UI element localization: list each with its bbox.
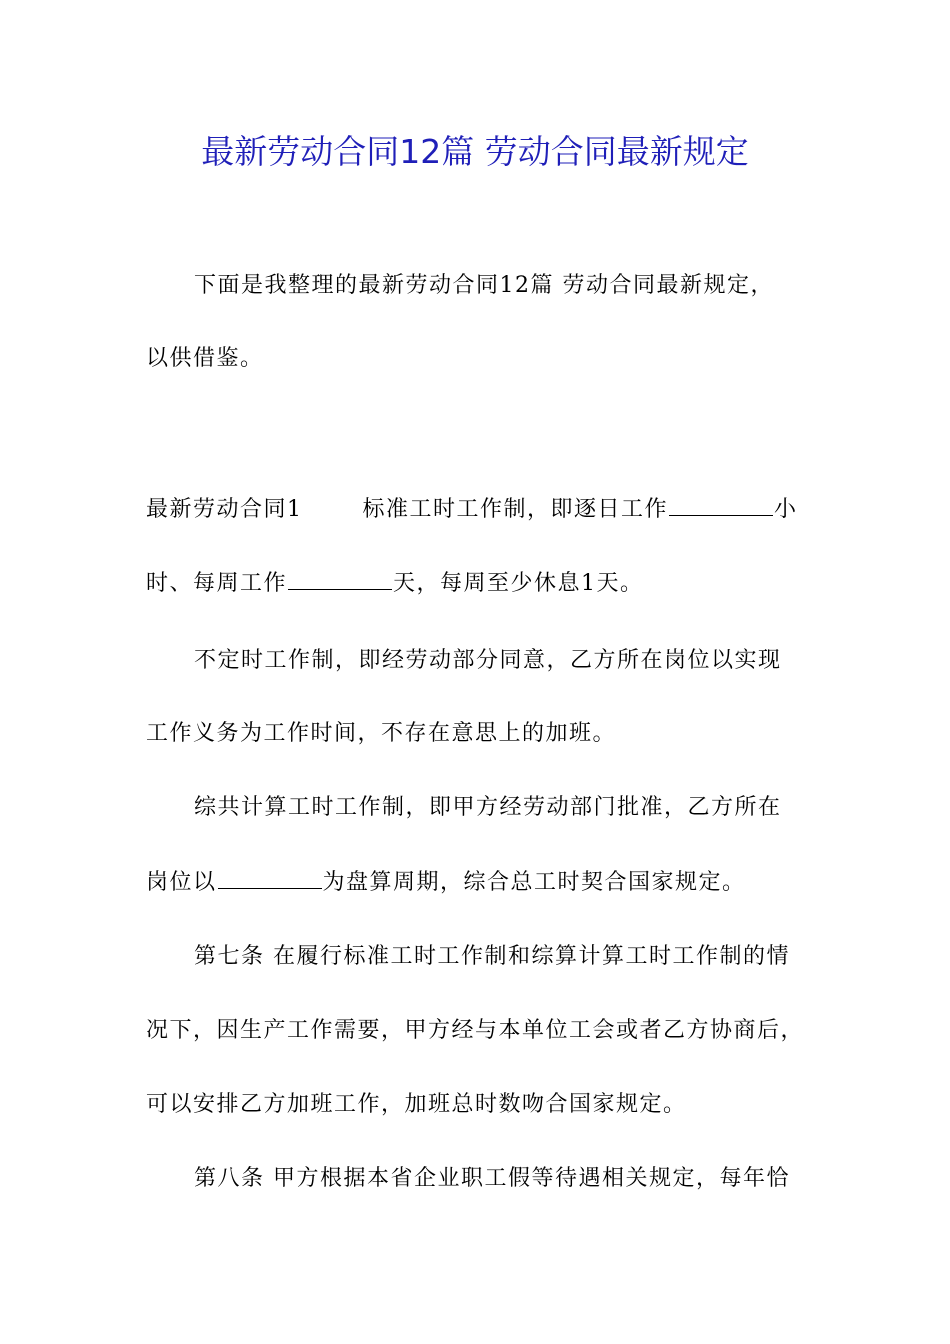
para-2-line-1: 不定时工作制，即经劳动部分同意，乙方所在岗位以实现 (194, 648, 782, 673)
para-5-line-1: 第八条 甲方根据本省企业职工假等待遇相关规定，每年恰 (194, 1166, 790, 1191)
intro-line-1: 下面是我整理的最新劳动合同12篇 劳动合同最新规定， (194, 273, 774, 298)
fill-blank-hours (669, 493, 773, 516)
fill-blank-period (218, 866, 322, 889)
section-1-heading: 最新劳动合同1 (146, 497, 303, 522)
fill-blank-days (288, 567, 392, 590)
document-title: 最新劳动合同12篇 劳动合同最新规定 (201, 132, 749, 171)
section-1-text-c: 时、每周工作 (146, 571, 288, 596)
para-3-line-2 (146, 866, 806, 899)
intro-line-2: 以供借鉴。 (146, 346, 264, 371)
para-4-line-3: 可以安排乙方加班工作，加班总时数吻合国家规定。 (146, 1092, 687, 1117)
para-4-line-2: 况下，因生产工作需要，甲方经与本单位工会或者乙方协商后， (146, 1018, 805, 1043)
para-3-text-a: 岗位以 (146, 870, 217, 895)
para-3-text-b: 为盘算周期，综合总工时契合国家规定。 (322, 870, 746, 895)
section-1-text-a: 标准工时工作制，即逐日工作 (362, 497, 669, 522)
section-1-line-2 (146, 567, 806, 600)
section-1-line-1 (146, 493, 806, 526)
para-2-line-2: 工作义务为工作时间，不存在意思上的加班。 (146, 721, 617, 746)
section-1-text-d: 天，每周至少休息1天。 (393, 571, 644, 596)
para-3-line-1: 综共计算工时工作制，即甲方经劳动部门批准，乙方所在 (194, 795, 782, 820)
para-4-line-1: 第七条 在履行标准工时工作制和综算计算工时工作制的情 (194, 944, 790, 969)
section-1-text-b: 小 (774, 497, 798, 522)
